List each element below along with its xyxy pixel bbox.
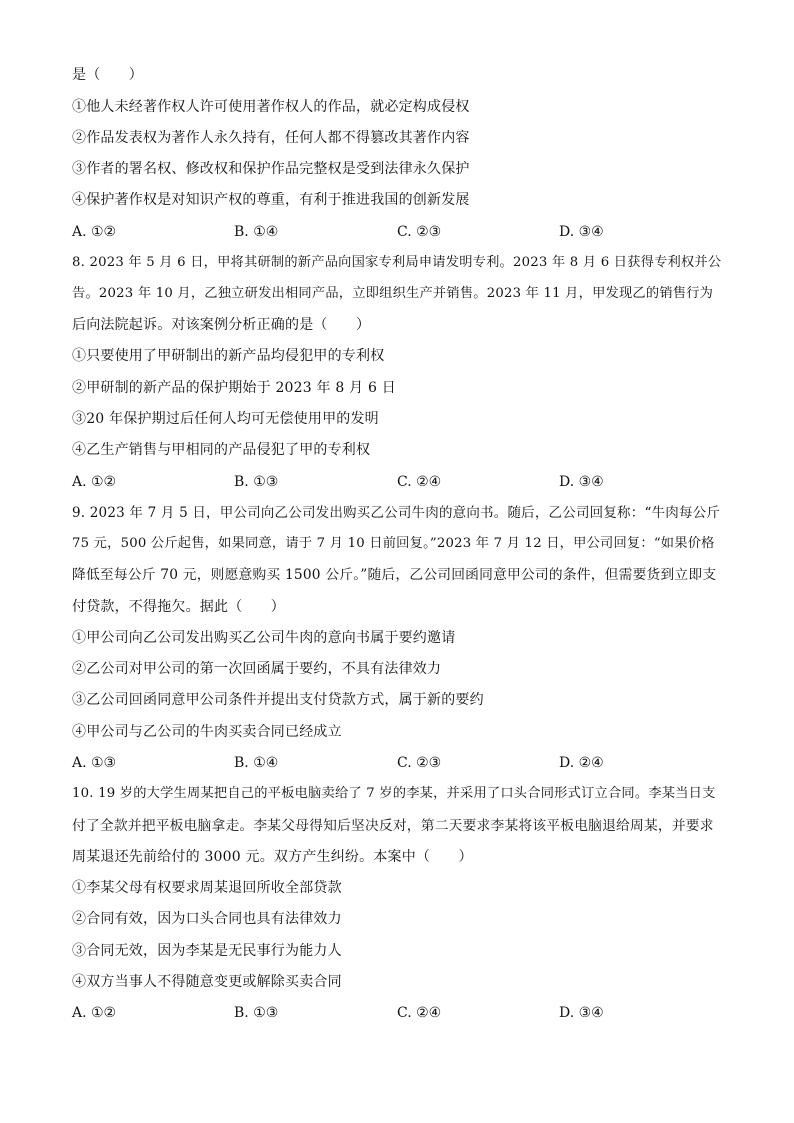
q7-statement-1: ①他人未经著作权人许可使用著作权人的作品，就必定构成侵权 — [72, 99, 470, 115]
q9-stem-line-1: 9. 2023 年 7 月 5 日，甲公司向乙公司发出购买乙公司牛肉的意向书。随后，乙公司回复称：“牛肉每公斤 — [72, 505, 721, 521]
q10-stem-line-3: 周某退还先前给付的 3000 元。双方产生纠纷。本案中（ ） — [72, 849, 473, 865]
q9-option-a[interactable]: A. ①③ — [72, 755, 117, 771]
q10-option-a[interactable]: A. ①② — [72, 1005, 117, 1021]
q9-options — [72, 754, 732, 772]
q7-option-d[interactable]: D. ③④ — [559, 224, 604, 240]
q9-stem-line-2: 75 元，500 公斤起售，如果同意，请于 7 月 10 日前回复。”2023 年 7 月 12 日，甲公司回复：“如果价格 — [72, 536, 715, 551]
q9-option-b[interactable]: B. ①④ — [234, 755, 279, 771]
q7-option-a[interactable]: A. ①② — [72, 224, 117, 240]
q9-stem-line-3: 降低至每公斤 70 元，则愿意购买 1500 公斤。”随后，乙公司回函同意甲公司的条件，但需要货到立即支 — [72, 567, 717, 583]
q8-option-b[interactable]: B. ①③ — [234, 474, 279, 490]
q7-statement-2: ②作品发表权为著作人永久持有，任何人都不得篡改其著作内容 — [72, 130, 470, 146]
q7-statement-3: ③作者的署名权、修改权和保护作品完整权是受到法律永久保护 — [72, 161, 470, 177]
q8-statement-1: ①只要使用了甲研制出的新产品均侵犯甲的专利权 — [72, 348, 385, 364]
q8-stem-line-1: 8. 2023 年 5 月 6 日，甲将其研制的新产品向国家专利局申请发明专利。2023 年 8 月 6 日获得专利权并公 — [72, 255, 722, 270]
q8-statement-4: ④乙生产销售与甲相同的产品侵犯了甲的专利权 — [72, 442, 371, 458]
q10-option-d[interactable]: D. ③④ — [559, 1005, 604, 1021]
q9-statement-1: ①甲公司向乙公司发出购买乙公司牛肉的意向书属于要约邀请 — [72, 630, 456, 646]
q8-option-d[interactable]: D. ③④ — [559, 474, 604, 490]
q8-option-c[interactable]: C. ②④ — [397, 474, 442, 490]
q9-option-c[interactable]: C. ②③ — [397, 755, 442, 771]
q8-statement-3: ③20 年保护期过后任何人均可无偿使用甲的发明 — [72, 411, 379, 427]
q8-statement-2: ②甲研制的新产品的保护期始于 2023 年 8 月 6 日 — [72, 380, 396, 396]
q9-statement-4: ④甲公司与乙公司的牛肉买卖合同已经成立 — [72, 724, 342, 740]
q8-options — [72, 473, 732, 491]
q7-stem-end: 是（ ） — [72, 67, 143, 83]
q9-statement-3: ③乙公司回函同意甲公司条件并提出支付贷款方式，属于新的要约 — [72, 692, 484, 708]
q7-option-c[interactable]: C. ②③ — [397, 224, 442, 240]
q10-stem-line-1: 10. 19 岁的大学生周某把自己的平板电脑卖给了 7 岁的李某，并采用了口头合同形式订立合同。李某当日支 — [72, 786, 716, 801]
q8-stem-line-2: 告。2023 年 10 月，乙独立研发出相同产品，立即组织生产并销售。2023 年 11 月，甲发现乙的销售行为 — [72, 286, 714, 301]
q7-options — [72, 223, 732, 241]
q7-option-b[interactable]: B. ①④ — [234, 224, 279, 240]
q10-statement-1: ①李某父母有权要求周某退回所收全部贷款 — [72, 880, 342, 896]
q8-option-a[interactable]: A. ①② — [72, 474, 117, 490]
q8-stem-line-3: 后向法院起诉。对该案例分析正确的是（ ） — [72, 317, 371, 333]
q9-option-d[interactable]: D. ②④ — [559, 755, 604, 771]
q10-option-b[interactable]: B. ①③ — [234, 1005, 279, 1021]
q7-statement-4: ④保护著作权是对知识产权的尊重，有利于推进我国的创新发展 — [72, 192, 470, 208]
q9-statement-2: ②乙公司对甲公司的第一次回函属于要约，不具有法律效力 — [72, 661, 442, 677]
q10-option-c[interactable]: C. ②④ — [397, 1005, 442, 1021]
q9-stem-line-4: 付贷款，不得拖欠。据此（ ） — [72, 599, 285, 615]
q10-stem-line-2: 付了全款并把平板电脑拿走。李某父母得知后坚决反对，第二天要求李某将该平板电脑退给周某，并要求 — [72, 818, 714, 834]
q10-statement-2: ②合同有效，因为口头合同也具有法律效力 — [72, 911, 342, 927]
q10-options — [72, 1004, 732, 1022]
q10-statement-4: ④双方当事人不得随意变更或解除买卖合同 — [72, 974, 342, 990]
q10-statement-3: ③合同无效，因为李某是无民事行为能力人 — [72, 943, 342, 959]
